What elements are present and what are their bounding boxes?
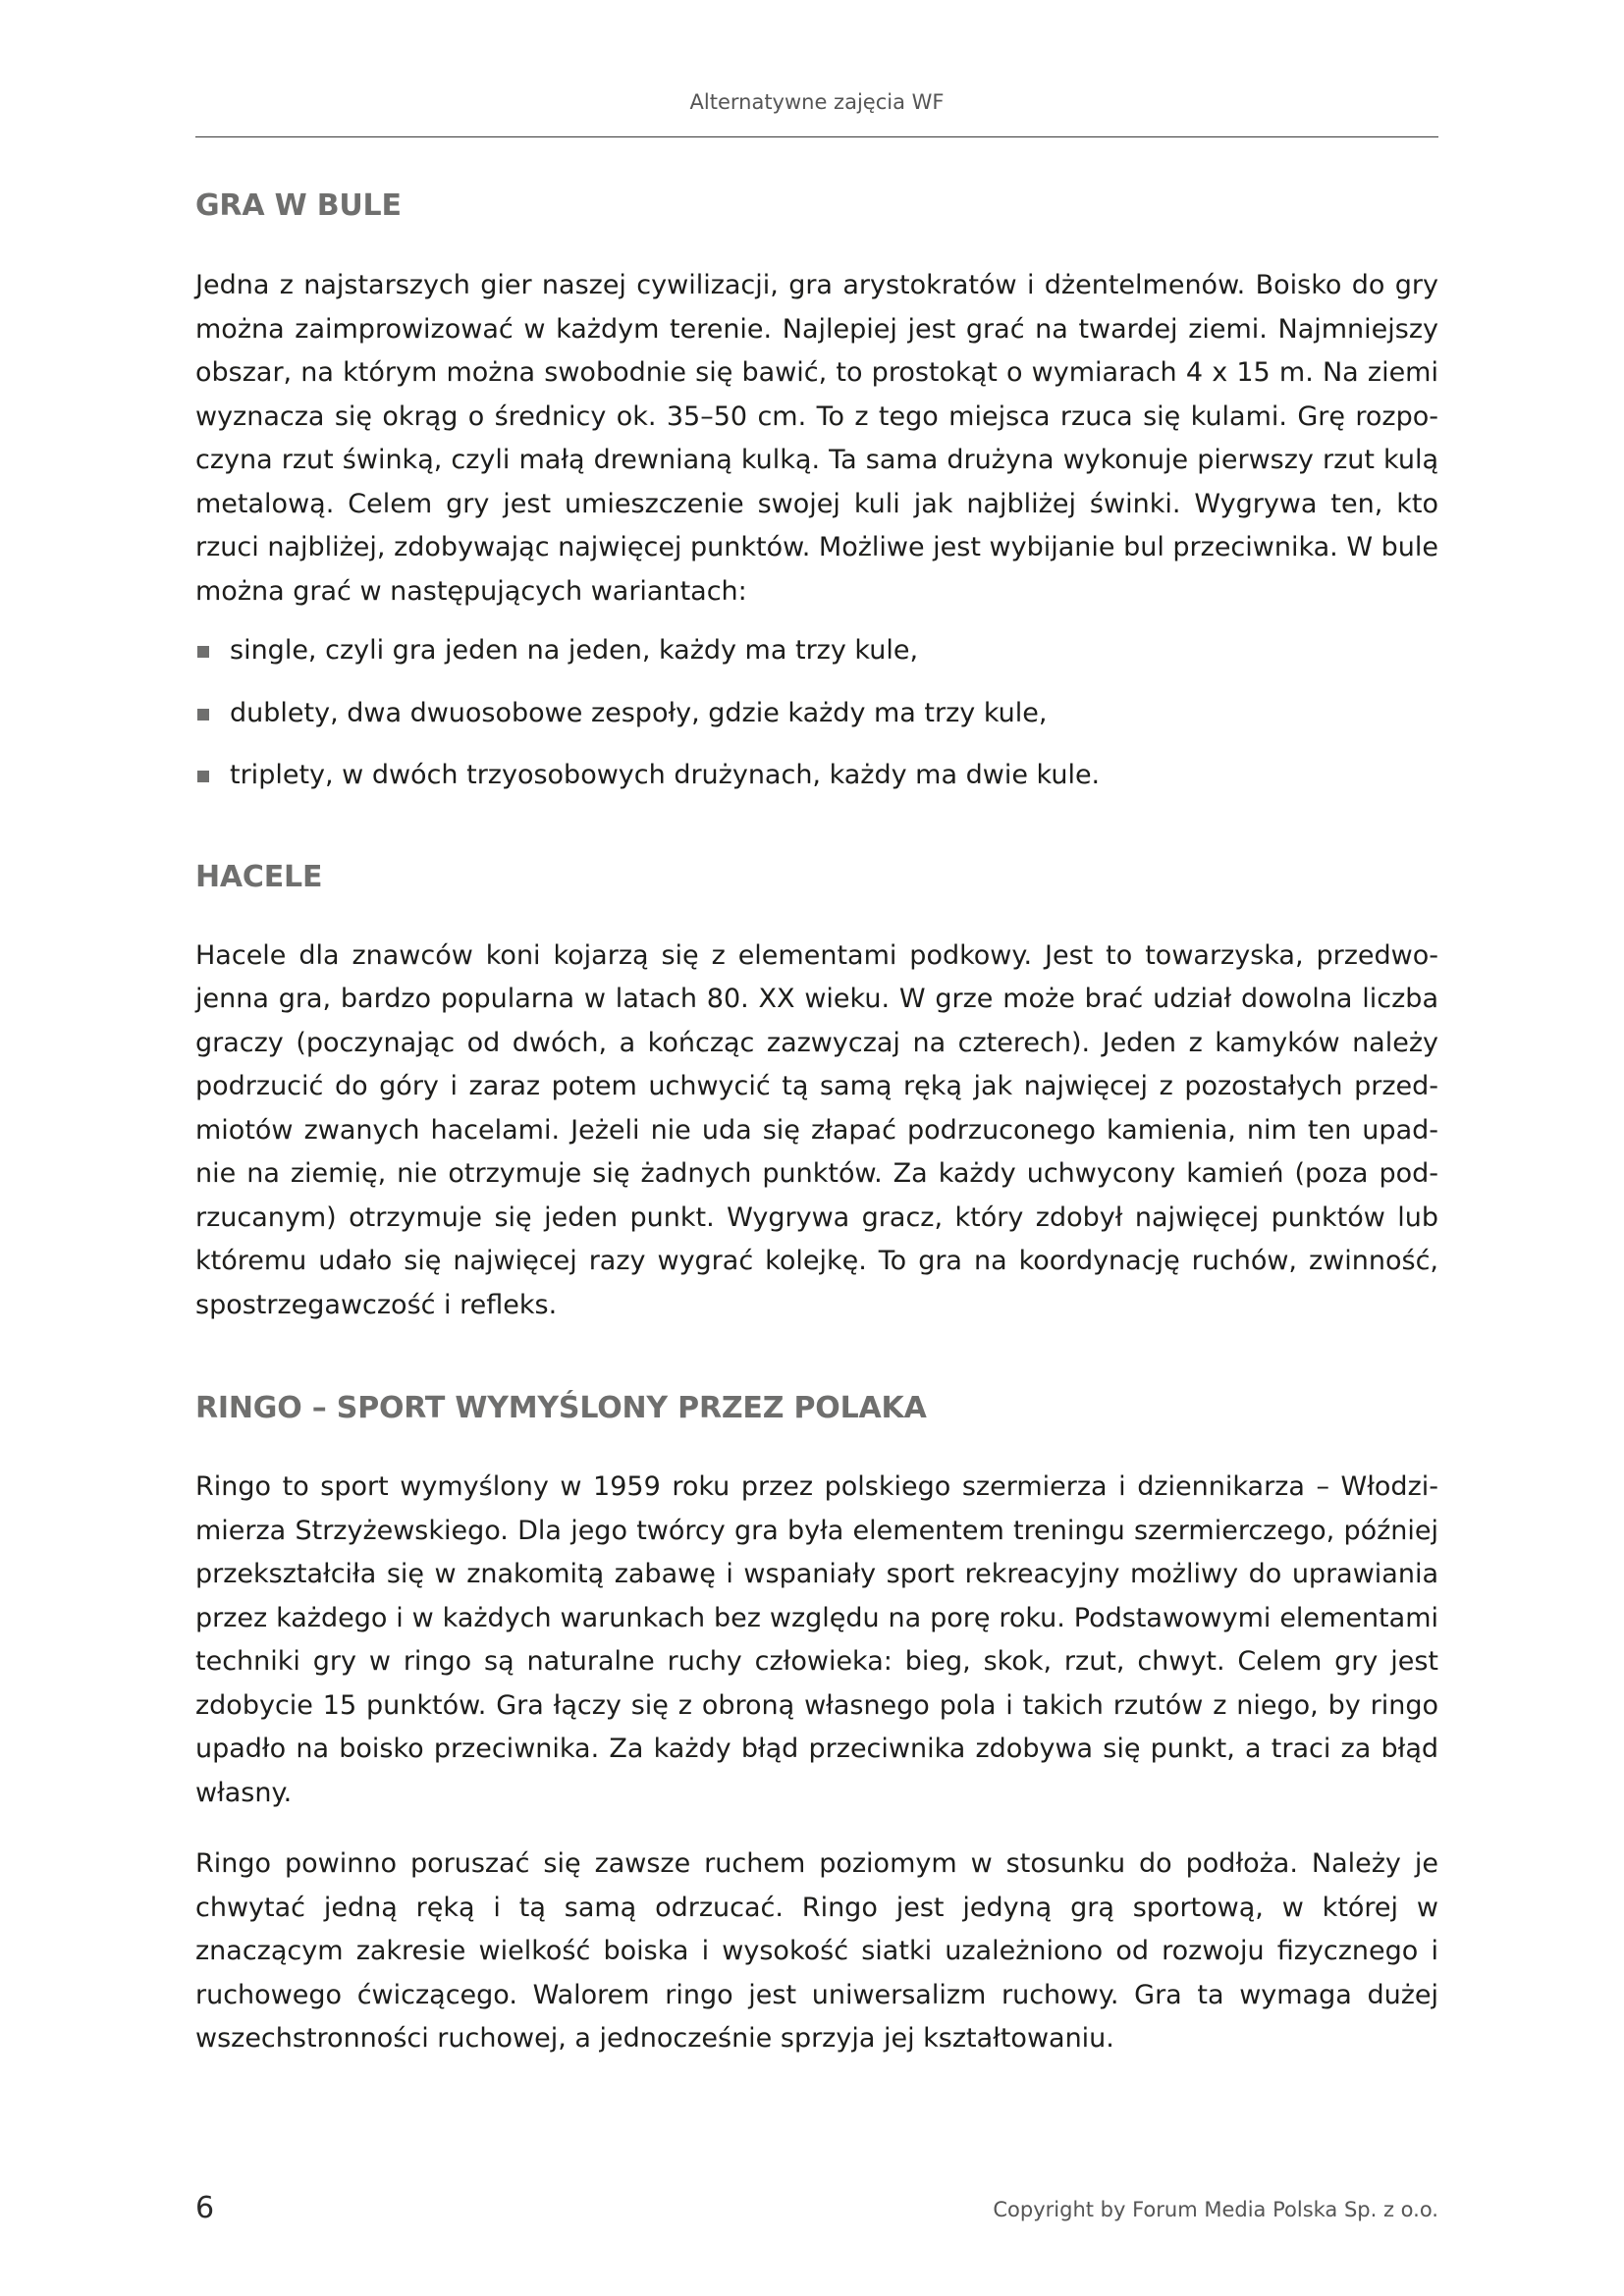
square-bullet-icon <box>197 709 209 721</box>
section-hacele <box>195 858 1438 1328</box>
page-number: 6 <box>195 2191 215 2225</box>
section-paragraph: Jedna z najstarszych gier naszej cywilizacji, gra arystokratów i dżentelmenów. Boisko do gry można zaimprowizować w każdym terenie. Najlepiej jest grać na twardej ziemi. Najmniejszy obszar, na którym można swobodnie się bawić, to prostokąt o wymiarach 4 x 15 m. Na ziemi wyznacza się okrąg o średnicy ok. 35–50 cm. To z tego miejsca rzuca się kulami. Grę rozpoczyna rzut świnką, czyli małą drewnianą kulką. Ta sama drużyna wykonuje pierwszy rzut kulą metalową. Celem gry jest umieszczenie swojej kuli jak najbliżej świnki. Wygrywa ten, kto rzuci najbliżej, zdobywając najwięcej punktów. Możliwe jest wybijanie bul przeciwnika. W bule można grać w następujących wariantach: <box>195 270 1438 607</box>
section-paragraph: Ringo powinno poruszać się zawsze ruchem poziomym w stosunku do podłoża. Należy je chwytać jedną ręką i tą samą odrzucać. Ringo jest jedyną grą sportową, w której w znaczącym zakresie wielkość boiska i wysokość siatki uzależniono od rozwoju fizycznego i ruchowego ćwiczącego. Walorem ringo jest uniwersalizm ruchowy. Gra ta wymaga dużej wszechstronności ruchowej, a jednocześnie sprzyja jej kształtowaniu. <box>195 1848 1438 2054</box>
running-header: Alternatywne zajęcia WF <box>689 90 945 114</box>
list-item <box>195 692 1438 736</box>
square-bullet-icon <box>197 646 209 658</box>
section-paragraph: Ringo to sport wymyślony w 1959 roku przez polskiego szermierza i dziennikarza – Włodzimierza Strzyżewskiego. Dla jego twórcy gra była elementem treningu szermierczego, później przekształciła się w znakomitą zabawę i wspaniały sport rekreacyjny możliwy do uprawiania przez każdego i w każdych warunkach bez względu na porę roku. Podstawowymi elementami techniki gry w ringo są naturalne ruchy człowieka: bieg, skok, rzut, chwyt. Celem gry jest zdobycie 15 punktów. Gra łączy się z obroną własnego pola i takich rzutów z niego, by ringo upadło na boisko przeciwnika. Za każdy błąd przeciwnika zdobywa się punkt, a traci za błąd własny. <box>195 1471 1438 1808</box>
list-item-text: dublety, dwa dwuosobowe zespoły, gdzie każdy ma trzy kule, <box>230 697 1048 728</box>
variant-list <box>195 629 1438 798</box>
section-heading: HACELE <box>195 859 323 894</box>
page-content <box>195 187 1438 2061</box>
section-heading: RINGO – SPORT WYMYŚLONY PRZEZ POLAKA <box>195 1391 927 1425</box>
header-divider <box>195 136 1438 137</box>
section-heading: GRA W BULE <box>195 188 402 223</box>
section-paragraph: Hacele dla znawców koni kojarzą się z elementami podkowy. Jest to towarzyska, przedwojenna gra, bardzo popularna w latach 80. XX wieku. W grze może brać udział dowolna liczba graczy (poczynając od dwóch, a kończąc zazwyczaj na czterech). Jeden z kamyków należy podrzucić do góry i zaraz potem uchwycić tą samą ręką jak najwięcej z pozostałych przedmiotów zwanych hacelami. Jeżeli nie uda się złapać podrzuconego kamienia, nim ten upadnie na ziemię, nie otrzymuje się żadnych punktów. Za każdy uchwycony kamień (poza podrzucanym) otrzymuje się jeden punkt. Wygrywa gracz, który zdobył najwięcej punktów lub któremu udało się najwięcej razy wygrać kolejkę. To gra na koordynację ruchów, zwinność, spostrzegawczość i refleks. <box>195 939 1438 1320</box>
list-item <box>195 629 1438 673</box>
square-bullet-icon <box>197 771 209 782</box>
list-item-text: triplety, w dwóch trzyosobowych drużynach, każdy ma dwie kule. <box>230 760 1101 790</box>
copyright-notice: Copyright by Forum Media Polska Sp. z o.o. <box>993 2198 1438 2221</box>
list-item <box>195 754 1438 798</box>
section-ringo <box>195 1389 1438 2061</box>
list-item-text: single, czyli gra jeden na jeden, każdy ma trzy kule, <box>230 635 919 666</box>
section-gra-w-bule <box>195 187 1438 798</box>
